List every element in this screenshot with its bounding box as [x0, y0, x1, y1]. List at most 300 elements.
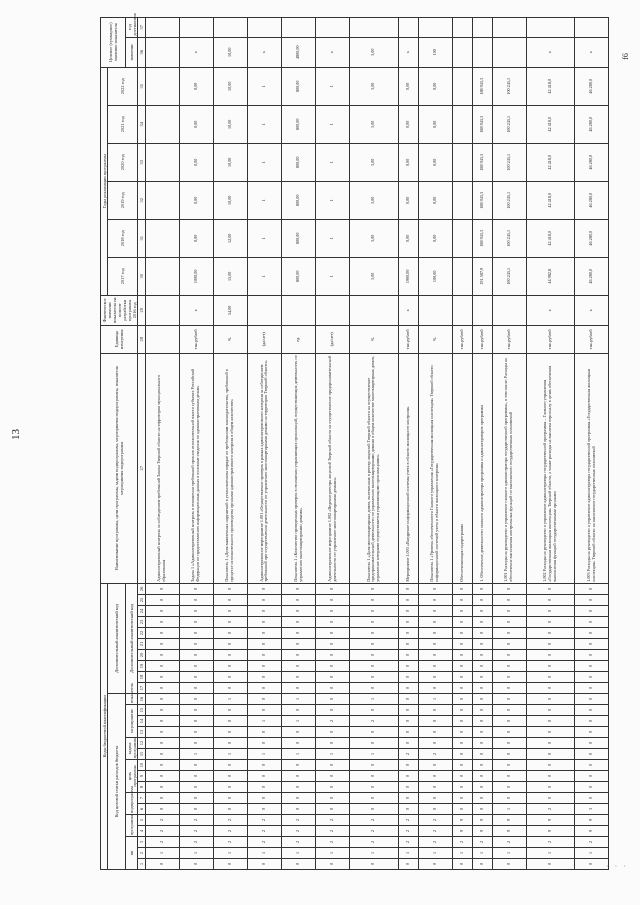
- code-cell: 0: [282, 683, 316, 694]
- header-unit: Единица измерения: [101, 325, 138, 353]
- code-cell: 0: [247, 705, 281, 716]
- code-cell: 0: [282, 859, 316, 870]
- column-number: 2: [138, 848, 145, 859]
- row-year-value: 1: [247, 143, 281, 181]
- row-year-value: 46 280,0: [574, 257, 608, 295]
- code-cell: 0: [574, 628, 608, 639]
- code-cell: 1: [350, 749, 398, 760]
- code-cell: 0: [526, 782, 574, 793]
- row-target-year: [213, 17, 247, 37]
- code-cell: 0: [350, 639, 398, 650]
- header-y2022: 2022 год: [108, 67, 138, 105]
- row-target: х: [526, 37, 574, 67]
- header-kbk: Коды бюджетной классификации: [101, 583, 108, 869]
- row-target: 3,00: [350, 37, 398, 67]
- code-cell: 0: [574, 650, 608, 661]
- column-number: 35: [138, 67, 145, 105]
- code-cell: 2: [179, 826, 213, 837]
- code-cell: 0: [492, 606, 526, 617]
- code-cell: 2: [179, 815, 213, 826]
- header-spgm: подпрограмма: [126, 793, 138, 815]
- code-cell: 0: [398, 760, 418, 771]
- header-pgm: программа: [126, 815, 138, 837]
- code-cell: 0: [398, 782, 418, 793]
- column-number: 19: [138, 661, 145, 672]
- code-cell: 0: [574, 859, 608, 870]
- code-cell: 0: [418, 705, 452, 716]
- row-year-value: 800,00: [282, 257, 316, 295]
- code-cell: 0: [282, 672, 316, 683]
- code-cell: 0: [350, 683, 398, 694]
- code-cell: 0: [145, 804, 179, 815]
- code-cell: 0: [452, 595, 472, 606]
- code-cell: 0: [179, 595, 213, 606]
- code-cell: 0: [316, 617, 350, 628]
- code-cell: 0: [179, 771, 213, 782]
- row-year-value: 1: [247, 257, 281, 295]
- code-cell: 0: [472, 716, 492, 727]
- row-unit: тыс.рублей: [574, 325, 608, 353]
- code-cell: 0: [398, 628, 418, 639]
- row-year-value: [452, 143, 472, 181]
- header-years: Годы реализации программы: [101, 67, 108, 295]
- code-cell: 1: [574, 848, 608, 859]
- row-year-value: 800,00: [282, 67, 316, 105]
- row-year-value: [145, 181, 179, 219]
- code-cell: 0: [452, 804, 472, 815]
- column-number: 1: [138, 859, 145, 870]
- column-number: 13: [138, 727, 145, 738]
- code-cell: 0: [418, 727, 452, 738]
- code-cell: 9: [452, 826, 472, 837]
- code-cell: 0: [472, 595, 492, 606]
- row-name: Обеспечивающая подпрограмма: [452, 353, 472, 583]
- code-cell: 0: [247, 628, 281, 639]
- code-cell: 0: [247, 672, 281, 683]
- row-year-value: [145, 219, 179, 257]
- column-number: 15: [138, 705, 145, 716]
- code-cell: 0: [350, 793, 398, 804]
- row-target-year: [282, 17, 316, 37]
- code-cell: 0: [350, 606, 398, 617]
- code-cell: 0: [526, 749, 574, 760]
- row-unit: (да/нет): [247, 325, 281, 353]
- code-cell: 0: [472, 738, 492, 749]
- code-cell: 2: [316, 826, 350, 837]
- code-cell: 0: [247, 793, 281, 804]
- code-cell: 0: [145, 617, 179, 628]
- row-year-value: 100 245,1: [492, 219, 526, 257]
- code-cell: 0: [282, 595, 316, 606]
- code-cell: 0: [418, 672, 452, 683]
- code-cell: 0: [247, 782, 281, 793]
- code-cell: 0: [213, 859, 247, 870]
- code-cell: 0: [145, 661, 179, 672]
- code-cell: 1: [247, 848, 281, 859]
- code-cell: 2: [452, 837, 472, 848]
- code-cell: 0: [574, 738, 608, 749]
- code-cell: 0: [418, 859, 452, 870]
- header-po: показатель: [126, 694, 138, 705]
- code-cell: 0: [145, 606, 179, 617]
- code-cell: 0: [398, 683, 418, 694]
- code-cell: 2: [472, 837, 492, 848]
- code-cell: 0: [213, 804, 247, 815]
- row-year-value: 0,00: [418, 143, 452, 181]
- code-cell: 0: [492, 639, 526, 650]
- code-cell: 2: [418, 826, 452, 837]
- code-cell: 0: [213, 639, 247, 650]
- code-cell: 0: [526, 771, 574, 782]
- row-target-year: [418, 17, 452, 37]
- code-cell: 0: [452, 727, 472, 738]
- row-year-value: 191 587,9: [472, 257, 492, 295]
- code-cell: 0: [492, 716, 526, 727]
- row-year-value: 10,00: [213, 67, 247, 105]
- row-year-value: [145, 67, 179, 105]
- table-row: [418, 17, 452, 869]
- row-year-value: 46 280,0: [574, 181, 608, 219]
- row-name: Показатель 1 «Количество проведенных проверок в отношении управляющих организаций, осуществляющих деятельность по управлению многоквартирными домами»: [282, 353, 316, 583]
- column-number: 37: [138, 17, 145, 37]
- code-cell: 1: [526, 848, 574, 859]
- code-cell: 0: [526, 583, 574, 594]
- row-fact: [452, 295, 472, 325]
- code-cell: 0: [179, 617, 213, 628]
- table-row: [472, 17, 492, 869]
- row-year-value: 42 418,0: [526, 67, 574, 105]
- code-cell: 1: [247, 749, 281, 760]
- code-cell: 0: [418, 617, 452, 628]
- code-cell: 0: [282, 583, 316, 594]
- row-target-year: [492, 17, 526, 37]
- row-target: [452, 37, 472, 67]
- code-cell: 0: [452, 738, 472, 749]
- code-cell: 0: [452, 793, 472, 804]
- code-cell: 0: [145, 727, 179, 738]
- row-year-value: 46 280,0: [574, 143, 608, 181]
- header-vspr: цель программы: [126, 760, 138, 793]
- code-cell: 0: [398, 727, 418, 738]
- scan-artifact: · · ·: [606, 862, 628, 871]
- code-cell: 0: [398, 738, 418, 749]
- code-cell: 0: [526, 760, 574, 771]
- code-cell: 0: [179, 661, 213, 672]
- code-cell: 0: [472, 804, 492, 815]
- code-cell: 1: [179, 848, 213, 859]
- code-cell: 0: [247, 804, 281, 815]
- row-name: Административное мероприятие 1.002 «Ведение реестра лицензий Тверской области на осуществление предпринимательской деятельности по управлению многоквартирными домами»: [316, 353, 350, 583]
- column-number: 36: [138, 37, 145, 67]
- code-cell: 0: [574, 705, 608, 716]
- row-target-year: [398, 17, 418, 37]
- row-year-value: [145, 105, 179, 143]
- code-cell: 0: [418, 650, 452, 661]
- code-cell: 0: [492, 782, 526, 793]
- code-cell: 0: [418, 628, 452, 639]
- row-fact: [145, 295, 179, 325]
- column-number: 32: [138, 181, 145, 219]
- code-cell: 0: [282, 628, 316, 639]
- row-year-value: 100 245,1: [492, 105, 526, 143]
- table-row: [316, 17, 350, 869]
- code-cell: 0: [179, 760, 213, 771]
- code-cell: 0: [398, 606, 418, 617]
- row-year-value: 10,00: [213, 105, 247, 143]
- code-cell: 0: [179, 694, 213, 705]
- code-cell: 0: [350, 760, 398, 771]
- code-cell: 0: [452, 583, 472, 594]
- column-number: 26: [138, 583, 145, 594]
- code-cell: 0: [282, 793, 316, 804]
- table-row: [179, 17, 213, 869]
- code-cell: 0: [179, 716, 213, 727]
- code-cell: 0: [452, 617, 472, 628]
- column-number: 5: [138, 815, 145, 826]
- row-fact: [316, 295, 350, 325]
- code-cell: 0: [350, 661, 398, 672]
- code-cell: 0: [472, 661, 492, 672]
- code-cell: 2: [282, 837, 316, 848]
- row-fact: [282, 295, 316, 325]
- code-cell: 0: [574, 727, 608, 738]
- code-cell: 0: [492, 705, 526, 716]
- row-year-value: 0,00: [179, 219, 213, 257]
- row-year-value: [452, 257, 472, 295]
- code-cell: 0: [472, 650, 492, 661]
- row-year-value: 1: [316, 219, 350, 257]
- header-y2021: 2021 год: [108, 105, 138, 143]
- code-cell: 0: [418, 683, 452, 694]
- table-row: [247, 17, 281, 869]
- code-cell: 0: [145, 694, 179, 705]
- code-cell: 0: [472, 672, 492, 683]
- code-cell: 1: [282, 716, 316, 727]
- code-cell: 0: [316, 606, 350, 617]
- column-number: 7: [138, 793, 145, 804]
- column-number: 22: [138, 628, 145, 639]
- code-cell: 0: [492, 661, 526, 672]
- code-cell: 2: [282, 815, 316, 826]
- code-cell: 0: [418, 606, 452, 617]
- row-name: Задача 1 «Административный контроль в отношении требований органов исполнительной власти субъекта Российской Федерации по предоставлению информационных данных в основные сведения по административным делам»: [179, 353, 213, 583]
- row-unit: %: [418, 325, 452, 353]
- code-cell: 0: [316, 583, 350, 594]
- code-cell: 0: [574, 694, 608, 705]
- code-cell: 0: [213, 583, 247, 594]
- row-year-value: [145, 257, 179, 295]
- code-cell: 0: [282, 639, 316, 650]
- row-fact: [418, 295, 452, 325]
- rotated-table-content: [100, 13, 598, 870]
- row-year-value: 0,00: [179, 67, 213, 105]
- code-cell: 0: [213, 683, 247, 694]
- code-cell: 0: [247, 583, 281, 594]
- row-name: Показатель 1 «Доля выявленных нарушений в установленном порядке по требованиям законодательства, требований в процессе исполнительного производства органами административного контроля в общем количестве»: [213, 353, 247, 583]
- code-cell: 0: [398, 617, 418, 628]
- code-cell: 0: [350, 782, 398, 793]
- code-cell: 9: [472, 815, 492, 826]
- code-cell: 0: [145, 859, 179, 870]
- code-cell: 0: [213, 650, 247, 661]
- header-dop: Дополнительный аналитический код: [108, 583, 126, 693]
- code-cell: 9: [472, 826, 492, 837]
- code-cell: 0: [526, 705, 574, 716]
- table-row: [282, 17, 316, 869]
- code-cell: 0: [145, 672, 179, 683]
- code-cell: 0: [350, 617, 398, 628]
- row-name: Административное мероприятие 1.001 «Осуществление проверок в рамках административного контроля за соблюдением требований при осуществлении деятельности по управлению многоквартирными домами на территории Тверской области»: [247, 353, 281, 583]
- code-cell: 1: [213, 749, 247, 760]
- code-cell: 9: [526, 826, 574, 837]
- code-cell: 2: [350, 826, 398, 837]
- header-y2017: 2017 год: [108, 257, 138, 295]
- code-cell: 2: [418, 815, 452, 826]
- row-name: 1.001 Расходы на руководство и управление главного администратора государственной программы», в том числе: Расходы на обеспечение выполнения контрольных функций по выполнению государственных полномочий: [492, 353, 526, 583]
- row-year-value: 3,00: [350, 181, 398, 219]
- code-cell: 0: [145, 628, 179, 639]
- code-cell: 0: [316, 650, 350, 661]
- code-cell: 0: [247, 595, 281, 606]
- row-year-value: 1: [316, 67, 350, 105]
- code-cell: 0: [213, 727, 247, 738]
- column-number: 11: [138, 749, 145, 760]
- row-year-value: [452, 105, 472, 143]
- row-year-value: 800,00: [282, 181, 316, 219]
- column-number: 34: [138, 105, 145, 143]
- code-cell: 0: [526, 716, 574, 727]
- code-cell: 0: [247, 738, 281, 749]
- row-target-year: [472, 17, 492, 37]
- row-name: 1.002 Расходы на руководство и управление администратора государственной программы – Главного управления «Государственная жилищная инспекция» Тверской области, а также расходы на выплаты персоналу в целях обеспечения выполнения функций государственными органами: [526, 353, 574, 583]
- code-cell: 0: [282, 804, 316, 815]
- row-year-value: 1: [247, 219, 281, 257]
- code-cell: 0: [247, 727, 281, 738]
- code-cell: 0: [145, 583, 179, 594]
- header-pp: пп: [126, 837, 138, 870]
- column-number: 16: [138, 694, 145, 705]
- code-cell: 2: [282, 826, 316, 837]
- code-cell: 0: [145, 749, 179, 760]
- row-year-value: 800,00: [282, 105, 316, 143]
- code-cell: 3: [574, 804, 608, 815]
- code-cell: 0: [398, 661, 418, 672]
- row-year-value: 0,00: [398, 219, 418, 257]
- code-cell: 0: [452, 705, 472, 716]
- code-cell: 0: [282, 650, 316, 661]
- code-cell: 0: [179, 793, 213, 804]
- row-year-value: 800,00: [282, 219, 316, 257]
- code-cell: 0: [145, 639, 179, 650]
- code-cell: 0: [213, 617, 247, 628]
- code-cell: 2: [213, 815, 247, 826]
- code-cell: 0: [492, 859, 526, 870]
- row-unit: тыс.рублей: [179, 325, 213, 353]
- code-cell: 0: [213, 606, 247, 617]
- code-cell: 0: [316, 595, 350, 606]
- code-cell: 0: [452, 760, 472, 771]
- code-cell: 0: [179, 782, 213, 793]
- code-cell: 1: [472, 848, 492, 859]
- code-cell: 0: [145, 793, 179, 804]
- row-fact: х: [398, 295, 418, 325]
- code-cell: 1: [282, 749, 316, 760]
- code-cell: 0: [418, 804, 452, 815]
- row-year-value: 15,00: [213, 257, 247, 295]
- code-cell: 1: [282, 694, 316, 705]
- code-cell: 0: [472, 771, 492, 782]
- code-cell: 0: [418, 716, 452, 727]
- code-cell: 0: [247, 760, 281, 771]
- code-cell: 0: [350, 771, 398, 782]
- code-cell: 0: [452, 628, 472, 639]
- row-target: [472, 37, 492, 67]
- code-cell: 0: [350, 859, 398, 870]
- row-year-value: 1: [316, 143, 350, 181]
- row-name: Административный контроль за соблюдением требований Закона Тверской области на территории муниципального образования: [145, 353, 179, 583]
- row-fact: [472, 295, 492, 325]
- row-year-value: 100 245,1: [492, 257, 526, 295]
- code-cell: 0: [574, 760, 608, 771]
- code-cell: 0: [398, 771, 418, 782]
- code-cell: 2: [213, 826, 247, 837]
- code-cell: 0: [472, 617, 492, 628]
- code-cell: 0: [452, 716, 472, 727]
- code-cell: 0: [213, 782, 247, 793]
- code-cell: 0: [418, 639, 452, 650]
- code-cell: 0: [213, 738, 247, 749]
- code-cell: 0: [398, 639, 418, 650]
- column-number: 30: [138, 257, 145, 295]
- header-y2019: 2019 год: [108, 181, 138, 219]
- row-target: х: [316, 37, 350, 67]
- code-cell: 0: [452, 859, 472, 870]
- row-name: Показатель 1 «Уровень обеспеченности Главного управления «Государственная жилищная инспекция» Тверской области информационной системой учета в области жилищного контроля»: [418, 353, 452, 583]
- code-cell: 0: [179, 583, 213, 594]
- code-cell: 2: [350, 815, 398, 826]
- column-number: 9: [138, 771, 145, 782]
- column-number: 3: [138, 837, 145, 848]
- code-cell: 0: [472, 749, 492, 760]
- code-cell: 1: [492, 804, 526, 815]
- code-cell: 0: [452, 639, 472, 650]
- row-year-value: 46 280,0: [574, 67, 608, 105]
- code-cell: 0: [282, 727, 316, 738]
- row-year-value: 44 982,8: [526, 257, 574, 295]
- code-cell: 2: [418, 837, 452, 848]
- code-cell: 1: [316, 749, 350, 760]
- row-year-value: 1: [247, 67, 281, 105]
- code-cell: 0: [316, 672, 350, 683]
- code-cell: 2: [398, 826, 418, 837]
- row-year-value: 3,00: [350, 105, 398, 143]
- row-year-value: 42 418,0: [526, 143, 574, 181]
- code-cell: 0: [472, 639, 492, 650]
- code-cell: 0: [492, 628, 526, 639]
- column-number: 12: [138, 738, 145, 749]
- code-cell: 0: [350, 727, 398, 738]
- row-name: 1. Обеспечение деятельности главного администратора программы и администраторов программы: [472, 353, 492, 583]
- code-cell: 0: [418, 782, 452, 793]
- table-row: [398, 17, 418, 869]
- column-number: 25: [138, 595, 145, 606]
- code-cell: 0: [452, 661, 472, 672]
- code-cell: 0: [350, 672, 398, 683]
- row-year-value: 0,00: [179, 181, 213, 219]
- code-cell: 0: [526, 727, 574, 738]
- code-cell: 2: [526, 804, 574, 815]
- header-meropriyatie: мероприятие: [126, 705, 138, 738]
